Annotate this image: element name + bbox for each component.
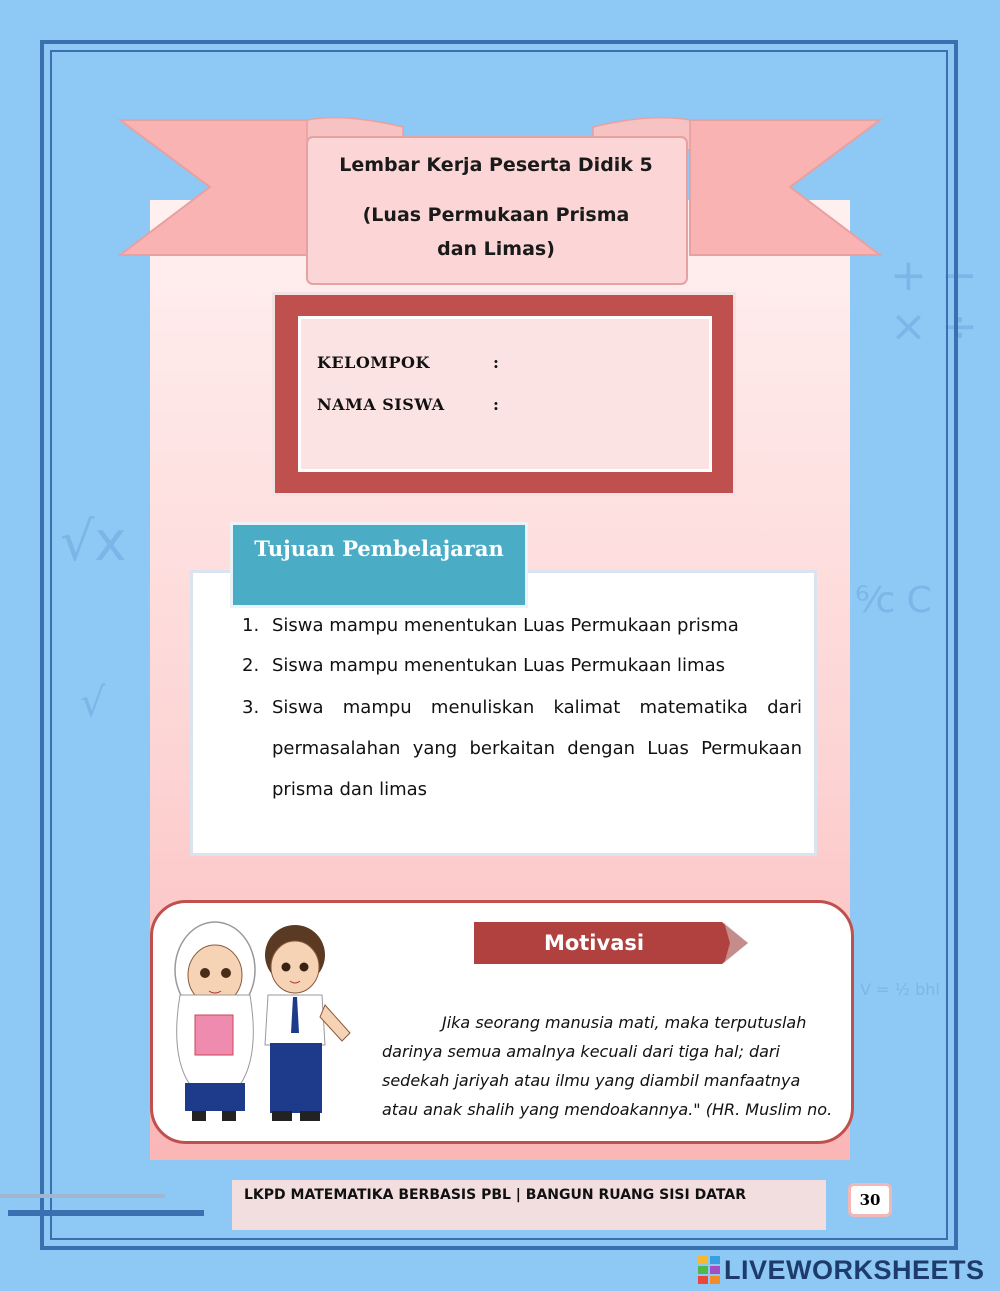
quote-line-1: Jika seorang manusia mati, maka terputuslah <box>442 1013 807 1032</box>
worksheet-subtitle: (Luas Permukaan Prisma dan Limas) <box>362 204 630 260</box>
students-illustration <box>160 915 360 1130</box>
objective-text: Siswa mampu menentukan Luas Permukaan limas <box>272 655 725 676</box>
liveworksheets-brand[interactable]: LIVEWORKSHEETS <box>724 1255 985 1285</box>
worksheet-title: Lembar Kerja Peserta Didik 5 <box>339 154 653 176</box>
footer-rule-top <box>0 1194 165 1198</box>
group-row <box>317 353 500 372</box>
check-doodle-icon: √ <box>80 680 106 726</box>
footer-rule-bottom <box>8 1210 204 1216</box>
name-row <box>317 395 500 414</box>
group-colon: : <box>493 353 500 372</box>
objective-number: 1. <box>242 615 260 636</box>
objective-text-line1: Siswa mampu menuliskan kalimat matematika dari <box>272 697 802 718</box>
footer-title: LKPD MATEMATIKA BERBASIS PBL | BANGUN RUANG SISI DATAR <box>244 1187 747 1203</box>
objective-number: 3. <box>242 697 260 718</box>
objective-text-line2: permasalahan yang berkaitan dengan Luas Permukaan <box>272 738 802 759</box>
motivation-quote <box>382 1008 832 1124</box>
quote-line-2: darinya semua amalnya kecuali dari tiga hal; dari <box>382 1042 780 1061</box>
quote-line-4: atau anak shalih yang mendoakannya." (HR. Muslim no. <box>382 1100 833 1119</box>
ribbon-text <box>306 138 686 283</box>
objective-text: Siswa mampu menentukan Luas Permukaan prisma <box>272 615 739 636</box>
math-doodle-icon: + − × ÷ <box>890 250 978 352</box>
name-label: NAMA SISWA <box>317 395 445 414</box>
objectives-heading: Tujuan Pembelajaran <box>230 522 528 608</box>
objective-number: 2. <box>242 655 260 676</box>
group-label: KELOMPOK <box>317 353 430 372</box>
motivation-heading: Motivasi <box>474 922 714 964</box>
objective-text-line3: prisma dan limas <box>272 779 428 800</box>
page-number: 30 <box>848 1183 892 1217</box>
liveworksheets-logo-icon <box>698 1256 722 1284</box>
sqrt-doodle-icon: √x <box>60 510 127 573</box>
quote-line-3: sedekah jariyah atau ilmu yang diambil manfaatnya <box>382 1071 801 1090</box>
identity-fields <box>298 316 712 472</box>
formula-doodle-icon: ⁶⁄c C <box>855 580 932 621</box>
area-doodle-icon: V = ½ bhl <box>860 980 940 999</box>
name-colon: : <box>493 395 500 414</box>
